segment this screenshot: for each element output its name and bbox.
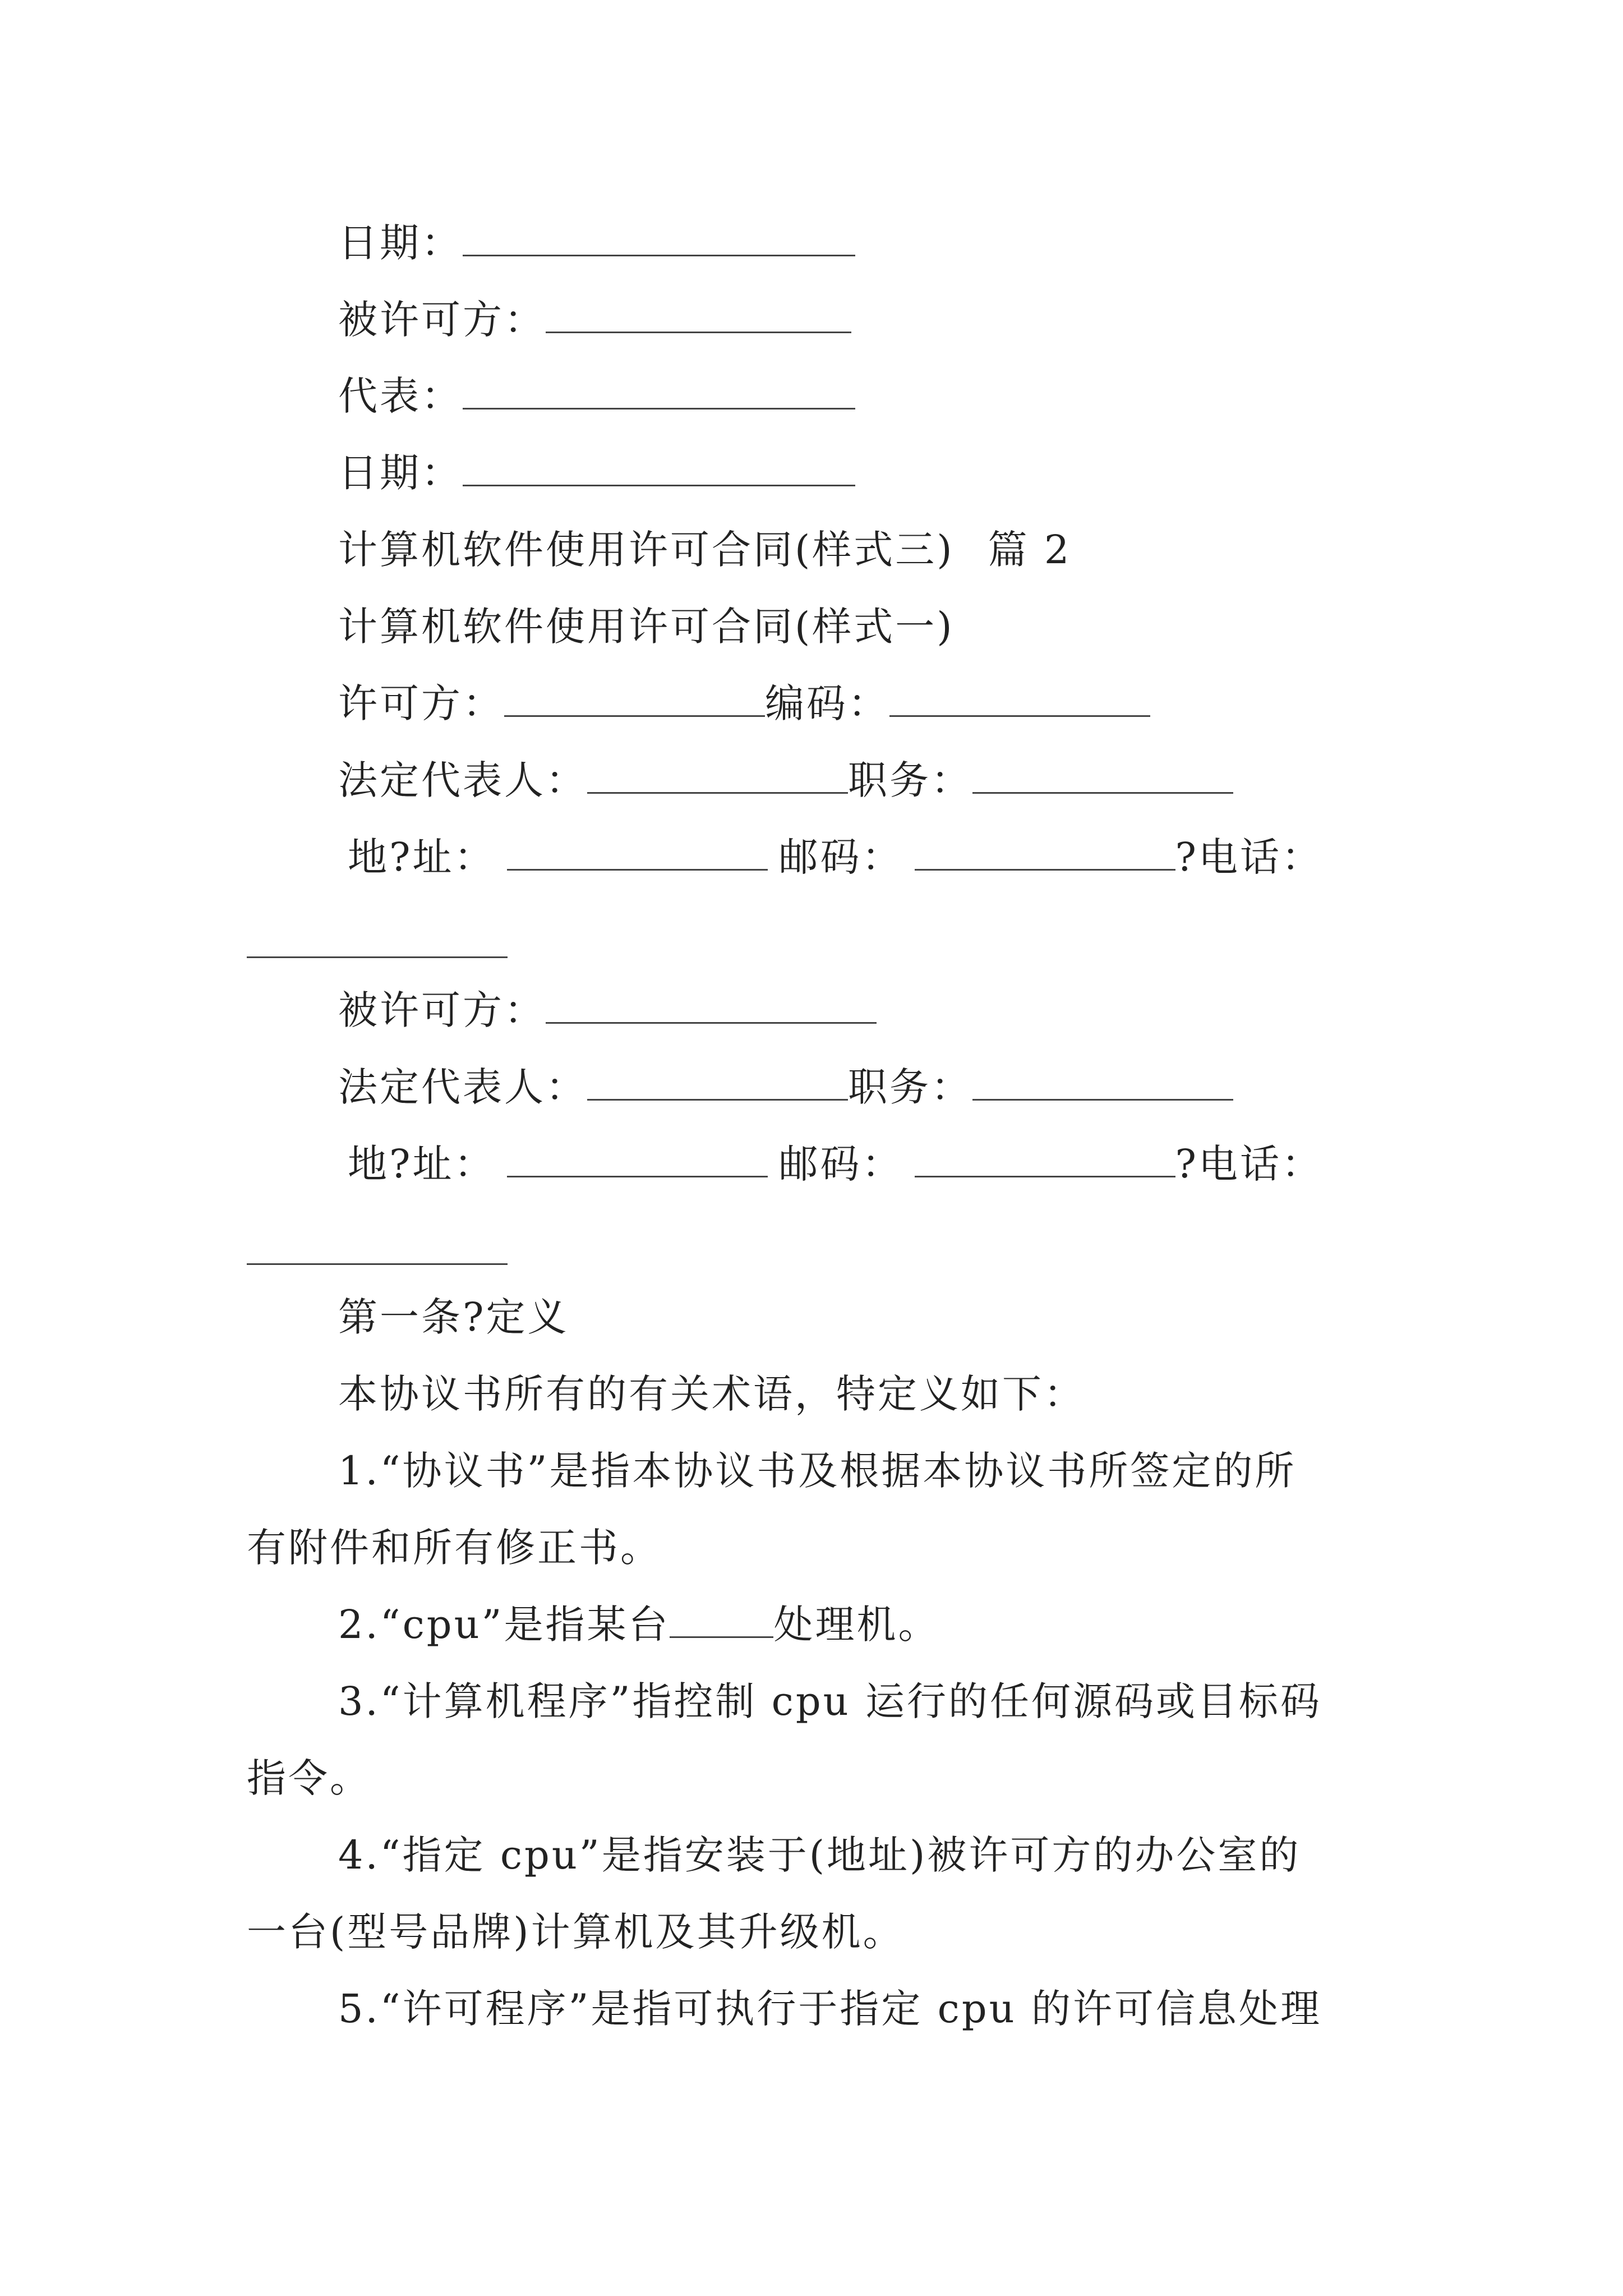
part-heading bbox=[338, 527, 1071, 572]
representative-blank[interactable] bbox=[463, 381, 855, 409]
licensee-line bbox=[338, 297, 851, 342]
legal-rep-blank[interactable] bbox=[587, 765, 848, 794]
article1-title-text: 第一条?定义 bbox=[338, 1294, 569, 1340]
position-blank[interactable] bbox=[972, 765, 1233, 794]
licensee-legal-rep-line bbox=[338, 1065, 1233, 1110]
licensor-line bbox=[338, 681, 1150, 726]
definition-item-3 bbox=[338, 1679, 1322, 1724]
legal-rep-label: 法定代表人： bbox=[338, 1064, 587, 1110]
code-blank[interactable] bbox=[889, 688, 1150, 717]
licensee-label: 被许可方： bbox=[338, 987, 546, 1033]
licensee-phone-blank[interactable] bbox=[247, 1263, 508, 1265]
phone-label: ?电话： bbox=[1175, 834, 1324, 880]
position-label: 职务： bbox=[848, 757, 972, 803]
definition-item-1-cont bbox=[247, 1525, 662, 1570]
definition-item-4-line2: 一台(型号品牌)计算机及其升级机。 bbox=[247, 1909, 905, 1955]
licensee-blank[interactable] bbox=[546, 995, 877, 1024]
legal-rep-label: 法定代表人： bbox=[338, 757, 587, 803]
definition-item-1-line1: 1.“协议书”是指本协议书及根据本协议书所签定的所 bbox=[338, 1448, 1297, 1494]
contract-title bbox=[338, 604, 955, 649]
date-label: 日期： bbox=[338, 450, 463, 496]
phone-label: ?电话： bbox=[1175, 1141, 1324, 1187]
definition-item-1-line2: 有附件和所有修正书。 bbox=[247, 1525, 662, 1571]
definition-item-4-line1: 4.“指定 cpu”是指安装于(地址)被许可方的办公室的 bbox=[338, 1832, 1301, 1878]
postcode-label: 邮码： bbox=[778, 1141, 903, 1187]
definition-item-5 bbox=[338, 1986, 1322, 2031]
definition-item-1 bbox=[338, 1448, 1296, 1493]
definition-item-3-cont bbox=[247, 1756, 371, 1801]
address-blank[interactable] bbox=[507, 1149, 768, 1177]
licensee-line-2 bbox=[338, 988, 877, 1033]
postcode-blank[interactable] bbox=[915, 842, 1175, 871]
postcode-label: 邮码： bbox=[778, 834, 903, 880]
representative-label: 代表： bbox=[338, 373, 463, 419]
definition-item-3-line2: 指令。 bbox=[247, 1755, 371, 1801]
cpu-blank[interactable] bbox=[670, 1609, 773, 1638]
date-line-1 bbox=[338, 220, 855, 265]
licensor-legal-rep-line bbox=[338, 758, 1233, 803]
date-blank[interactable] bbox=[463, 458, 855, 486]
definition-item-2 bbox=[338, 1602, 939, 1647]
licensee-blank[interactable] bbox=[546, 305, 851, 333]
address-label: 地?址： bbox=[348, 1141, 496, 1187]
definition-item-5-line1: 5.“许可程序”是指可执行于指定 cpu 的许可信息处理 bbox=[338, 1986, 1322, 2032]
postcode-blank[interactable] bbox=[915, 1149, 1175, 1177]
definition-item-2-before: 2.“cpu”是指某台 bbox=[338, 1602, 670, 1648]
part-title: 计算机软件使用许可合同(样式三) bbox=[338, 527, 955, 573]
licensor-label: 许可方： bbox=[338, 680, 504, 726]
contract-title-text: 计算机软件使用许可合同(样式一) bbox=[338, 604, 955, 650]
code-label: 编码： bbox=[765, 680, 889, 726]
date-blank[interactable] bbox=[463, 228, 855, 256]
representative-line bbox=[338, 374, 855, 418]
definition-item-4 bbox=[338, 1833, 1301, 1878]
position-label: 职务： bbox=[848, 1064, 972, 1110]
licensee-label: 被许可方： bbox=[338, 297, 546, 343]
legal-rep-blank[interactable] bbox=[587, 1072, 848, 1101]
licensor-blank[interactable] bbox=[504, 688, 765, 717]
part-suffix: 篇 2 bbox=[988, 527, 1072, 573]
definition-item-4-cont bbox=[247, 1910, 905, 1954]
date-line-2 bbox=[338, 450, 855, 495]
address-blank[interactable] bbox=[507, 842, 768, 871]
article1-intro-text: 本协议书所有的有关术语，特定义如下： bbox=[338, 1371, 1085, 1417]
definition-item-3-line1: 3.“计算机程序”指控制 cpu 运行的任何源码或目标码 bbox=[338, 1678, 1322, 1724]
licensor-phone-blank[interactable] bbox=[247, 956, 508, 958]
licensee-address-line bbox=[348, 1142, 1323, 1186]
date-label: 日期： bbox=[338, 220, 463, 266]
position-blank[interactable] bbox=[972, 1072, 1233, 1101]
article1-intro bbox=[338, 1372, 1085, 1416]
address-label: 地?址： bbox=[348, 834, 496, 880]
licensor-address-line bbox=[348, 835, 1323, 880]
article1-title bbox=[338, 1295, 569, 1340]
definition-item-2-after: 处理机。 bbox=[773, 1602, 940, 1648]
